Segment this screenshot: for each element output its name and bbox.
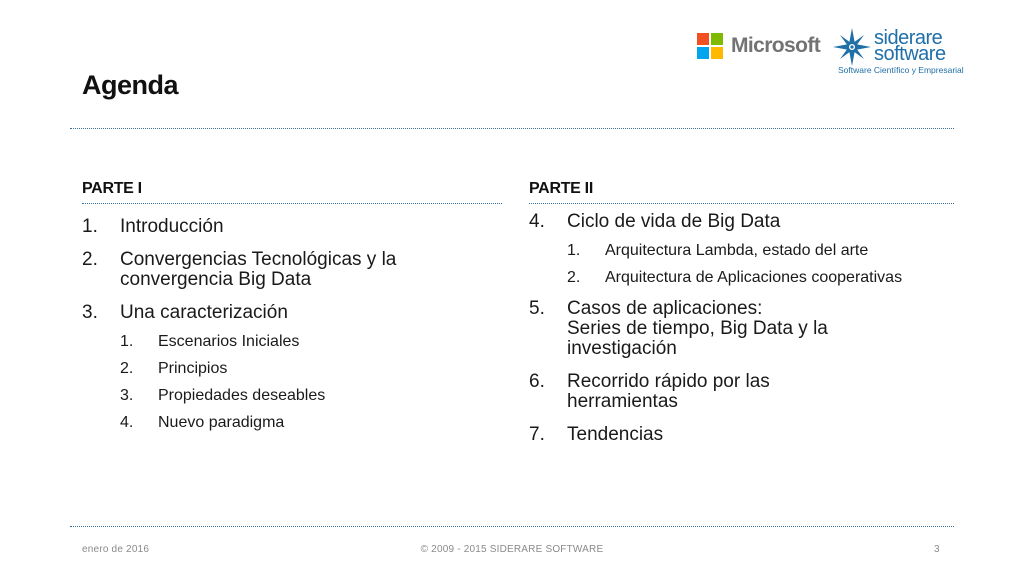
item-text-line: Casos de aplicaciones: xyxy=(567,298,763,319)
siderare-name-line2: software xyxy=(874,43,946,65)
item-number: 1. xyxy=(82,216,98,237)
agenda-item xyxy=(529,299,897,359)
item-text: Convergencias Tecnológicas y la convergencia Big Data xyxy=(120,249,397,290)
agenda-item xyxy=(82,250,450,290)
item-number: 4. xyxy=(529,211,545,232)
agenda-item xyxy=(82,217,482,237)
footer-copyright: © 2009 - 2015 SIDERARE SOFTWARE xyxy=(420,544,604,555)
siderare-name-line1: siderare xyxy=(874,27,943,49)
part1-list xyxy=(82,217,482,444)
slide-title: Agenda xyxy=(82,70,179,100)
footer-page-number: 3 xyxy=(934,544,940,555)
ms-square-green xyxy=(711,33,723,45)
item-text: Una caracterización xyxy=(120,302,288,323)
item-text: Tendencias xyxy=(567,424,664,445)
microsoft-windows-icon xyxy=(697,33,723,59)
subitem-text: Arquitectura de Aplicaciones cooperativas xyxy=(605,269,903,286)
item-text-line: Series de tiempo, Big Data y la investigación xyxy=(567,318,828,359)
agenda-subitem xyxy=(567,242,907,259)
part1-divider xyxy=(82,203,502,204)
item-number: 6. xyxy=(529,371,545,392)
microsoft-logo xyxy=(697,33,820,59)
bottom-divider xyxy=(70,526,954,527)
subitem-number: 2. xyxy=(567,269,581,286)
subitem-number: 3. xyxy=(120,387,134,404)
part2-list xyxy=(529,212,929,458)
ms-square-red xyxy=(697,33,709,45)
item-text: Introducción xyxy=(120,216,224,237)
siderare-tagline: Software Científico y Empresarial xyxy=(838,65,964,75)
subitem-text: Propiedades deseables xyxy=(158,387,326,404)
item-text: Ciclo de vida de Big Data xyxy=(567,211,781,232)
agenda-subitem xyxy=(120,387,482,404)
subitem-text: Principios xyxy=(158,360,228,377)
compass-star-icon xyxy=(832,27,872,67)
footer-date: enero de 2016 xyxy=(82,544,150,555)
subitem-number: 1. xyxy=(120,333,134,350)
microsoft-wordmark: Microsoft xyxy=(731,34,821,57)
item-number: 3. xyxy=(82,302,98,323)
item-number: 7. xyxy=(529,424,545,445)
sublist xyxy=(120,333,482,431)
part2-divider xyxy=(529,203,954,204)
agenda-subitem xyxy=(567,269,907,286)
agenda-item xyxy=(529,425,929,445)
part2-heading: PARTE II xyxy=(529,180,593,197)
subitem-text: Escenarios Iniciales xyxy=(158,333,300,350)
sublist xyxy=(567,242,907,286)
agenda-subitem xyxy=(120,360,482,377)
item-number: 5. xyxy=(529,298,545,319)
subitem-number: 1. xyxy=(567,242,581,259)
top-divider xyxy=(70,128,954,129)
subitem-text: Nuevo paradigma xyxy=(158,414,285,431)
subitem-text: Arquitectura Lambda, estado del arte xyxy=(605,242,869,259)
item-number: 2. xyxy=(82,249,98,270)
siderare-logo xyxy=(832,27,964,79)
subitem-number: 4. xyxy=(120,414,134,431)
item-text: Recorrido rápido por las herramientas xyxy=(567,371,770,412)
part1-heading: PARTE I xyxy=(82,180,142,197)
agenda-item xyxy=(529,372,867,412)
subitem-number: 2. xyxy=(120,360,134,377)
agenda-item xyxy=(82,303,482,431)
agenda-subitem xyxy=(120,333,482,350)
ms-square-yellow xyxy=(711,47,723,59)
agenda-item xyxy=(529,212,929,286)
agenda-subitem xyxy=(120,414,482,431)
ms-square-blue xyxy=(697,47,709,59)
